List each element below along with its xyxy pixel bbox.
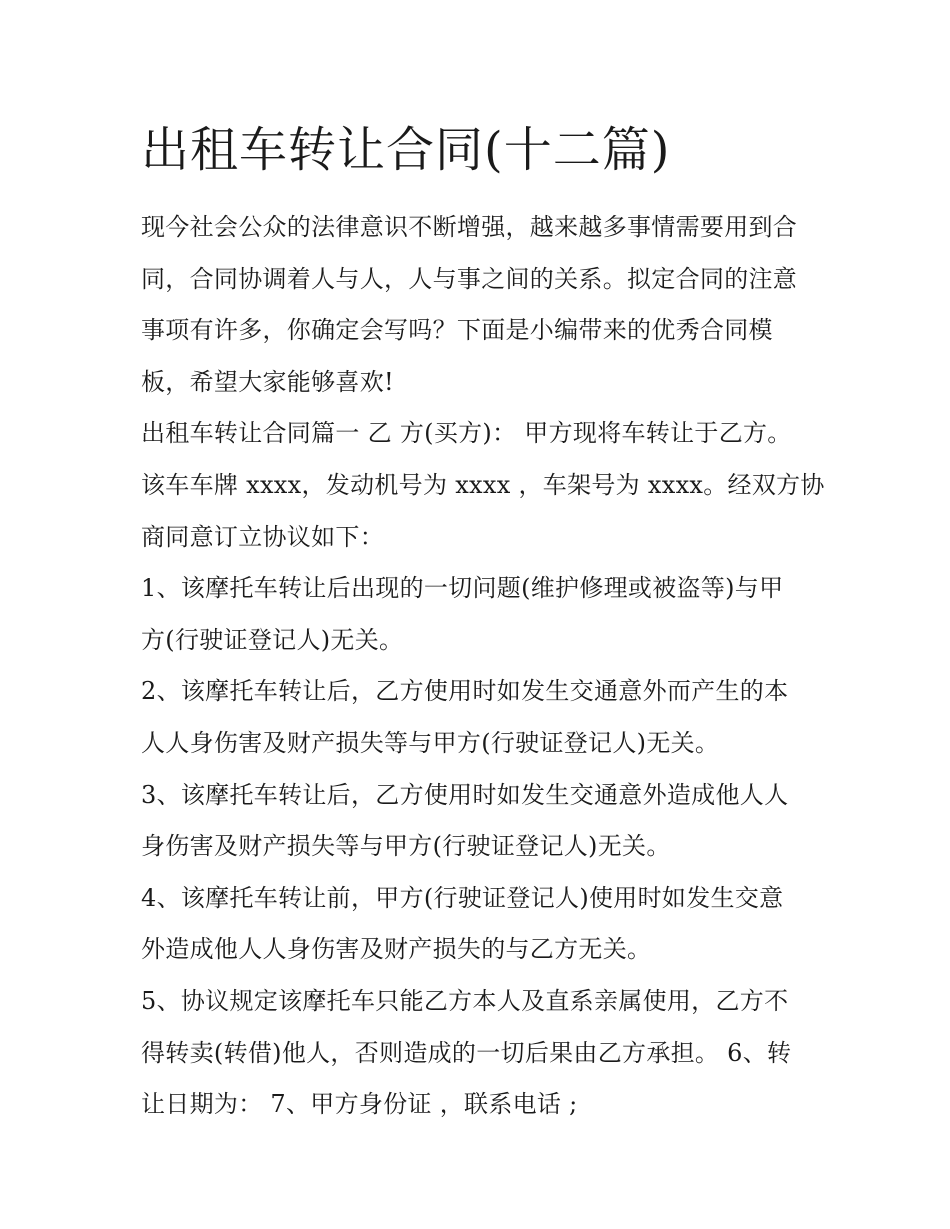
text-line: 方(行驶证登记人)无关。 xyxy=(141,625,404,654)
text-line: 商同意订立协议如下： xyxy=(141,522,384,551)
text-line: 身伤害及财产损失等与甲方(行驶证登记人)无关。 xyxy=(141,832,671,861)
text-line: 3、该摩托车转让后，乙方使用时如发生交通意外造成他人人 xyxy=(141,780,789,809)
text-line: 人人身伤害及财产损失等与甲方(行驶证登记人)无关。 xyxy=(141,728,720,757)
text-line: 事项有许多，你确定会写吗？下面是小编带来的优秀合同模 xyxy=(141,316,773,345)
intro-paragraph xyxy=(141,202,813,408)
document-title: 出租车转让合同(十二篇) xyxy=(141,122,671,178)
text-line: 2、该摩托车转让后，乙方使用时如发生交通意外而产生的本 xyxy=(141,677,789,706)
text-line: 5、协议规定该摩托车只能乙方本人及直系亲属使用，乙方不 xyxy=(141,986,789,1015)
text-line: 得转卖(转借)他人，否则造成的一切后果由乙方承担。 6、转 xyxy=(141,1038,792,1067)
contract-opening-paragraph xyxy=(141,408,825,563)
document-body xyxy=(141,202,825,1131)
text-line: 现今社会公众的法律意识不断增强，越来越多事情需要用到合 xyxy=(141,213,798,241)
clause-2 xyxy=(141,666,813,769)
clause-4 xyxy=(141,873,813,976)
text-line: 该车车牌 xxxx，发动机号为 xxxx ，车架号为 xxxx。经双方协 xyxy=(141,470,825,499)
text-line: 外造成他人人身伤害及财产损失的与乙方无关。 xyxy=(141,935,652,964)
text-line: 板，希望大家能够喜欢! xyxy=(141,367,394,396)
clause-3 xyxy=(141,770,813,873)
text-line: 4、该摩托车转让前，甲方(行驶证登记人)使用时如发生交意 xyxy=(141,883,784,912)
text-line: 1、该摩托车转让后出现的一切问题(维护修理或被盗等)与甲 xyxy=(141,574,784,603)
text-line: 同，合同协调着人与人，人与事之间的关系。拟定合同的注意 xyxy=(141,264,798,293)
clause-5 xyxy=(141,976,813,1131)
text-line: 出租车转让合同篇一 乙 方(买方)： 甲方现将车转让于乙方。 xyxy=(141,419,792,448)
document-page xyxy=(141,118,825,1131)
clause-1 xyxy=(141,563,813,666)
text-line: 让日期为： 7、甲方身份证 ，联系电话 ; xyxy=(141,1090,578,1119)
